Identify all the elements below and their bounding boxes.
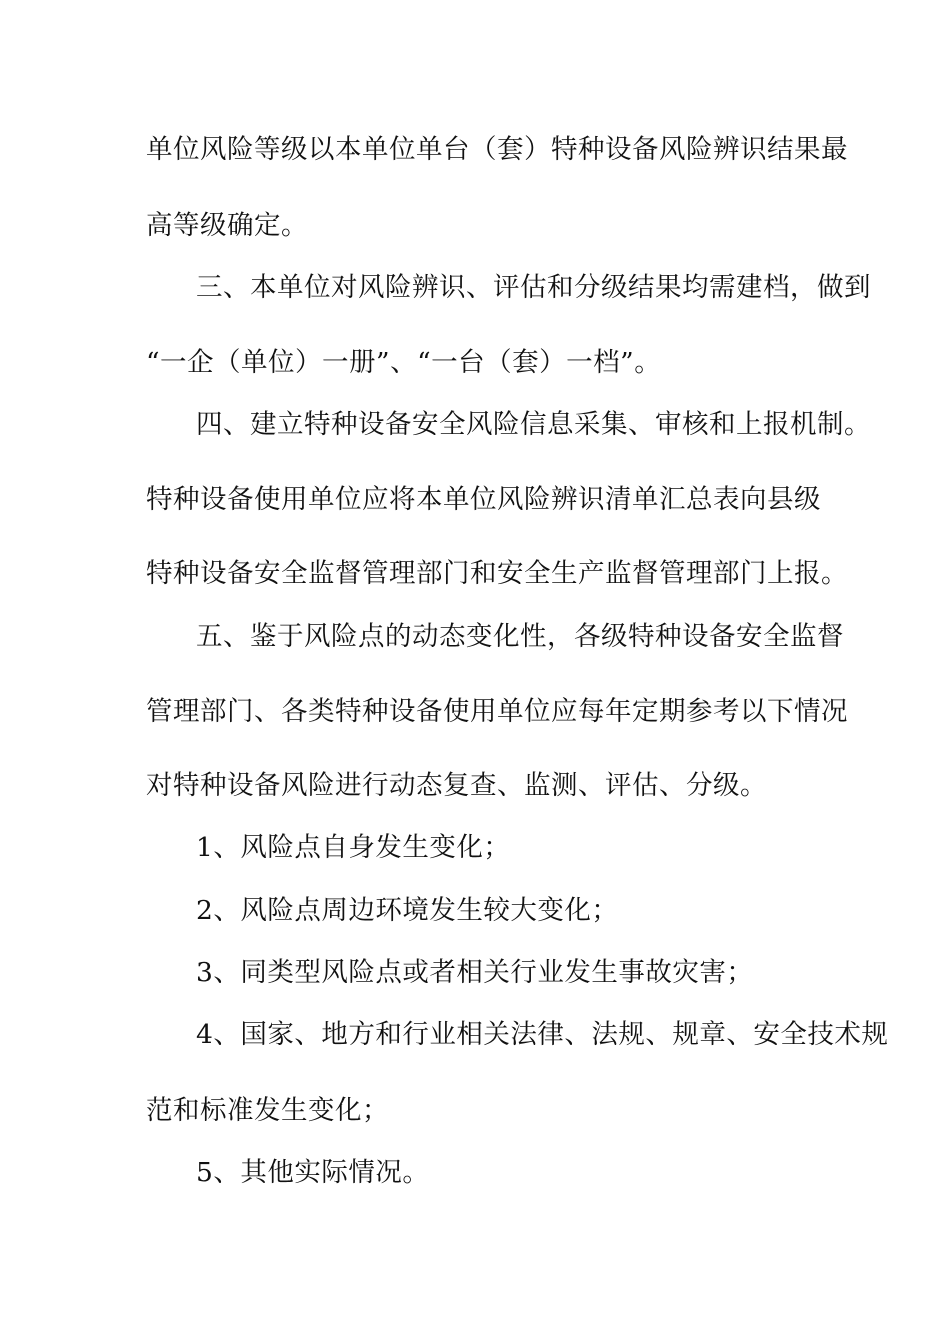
paragraph-four-first-line: 四、建立特种设备安全风险信息采集、审核和上报机制。 <box>196 409 871 440</box>
text-line: 特种设备安全监督管理部门和安全生产监督管理部门上报。 <box>146 558 848 589</box>
list-item-4-continuation: 范和标准发生变化； <box>146 1095 389 1126</box>
list-item-2: 2、风险点周边环境发生较大变化； <box>196 895 619 926</box>
text-line: “一企（单位）一册”、“一台（套）一档”。 <box>146 347 662 378</box>
list-item-4-first-line: 4、国家、地方和行业相关法律、法规、规章、安全技术规 <box>196 1019 889 1050</box>
text-line: 对特种设备风险进行动态复查、监测、评估、分级。 <box>146 770 767 801</box>
text-line: 管理部门、各类特种设备使用单位应每年定期参考以下情况 <box>146 696 848 727</box>
text-line: 特种设备使用单位应将本单位风险辨识清单汇总表向县级 <box>146 484 821 515</box>
text-line: 高等级确定。 <box>146 210 308 241</box>
list-item-5: 5、其他实际情况。 <box>196 1157 430 1188</box>
list-item-3: 3、同类型风险点或者相关行业发生事故灾害； <box>196 957 754 988</box>
paragraph-five-first-line: 五、鉴于风险点的动态变化性，各级特种设备安全监督 <box>196 621 844 652</box>
paragraph-three-first-line: 三、本单位对风险辨识、评估和分级结果均需建档，做到 <box>196 272 871 303</box>
text-line: 单位风险等级以本单位单台（套）特种设备风险辨识结果最 <box>146 134 848 165</box>
list-item-1: 1、风险点自身发生变化； <box>196 832 511 863</box>
